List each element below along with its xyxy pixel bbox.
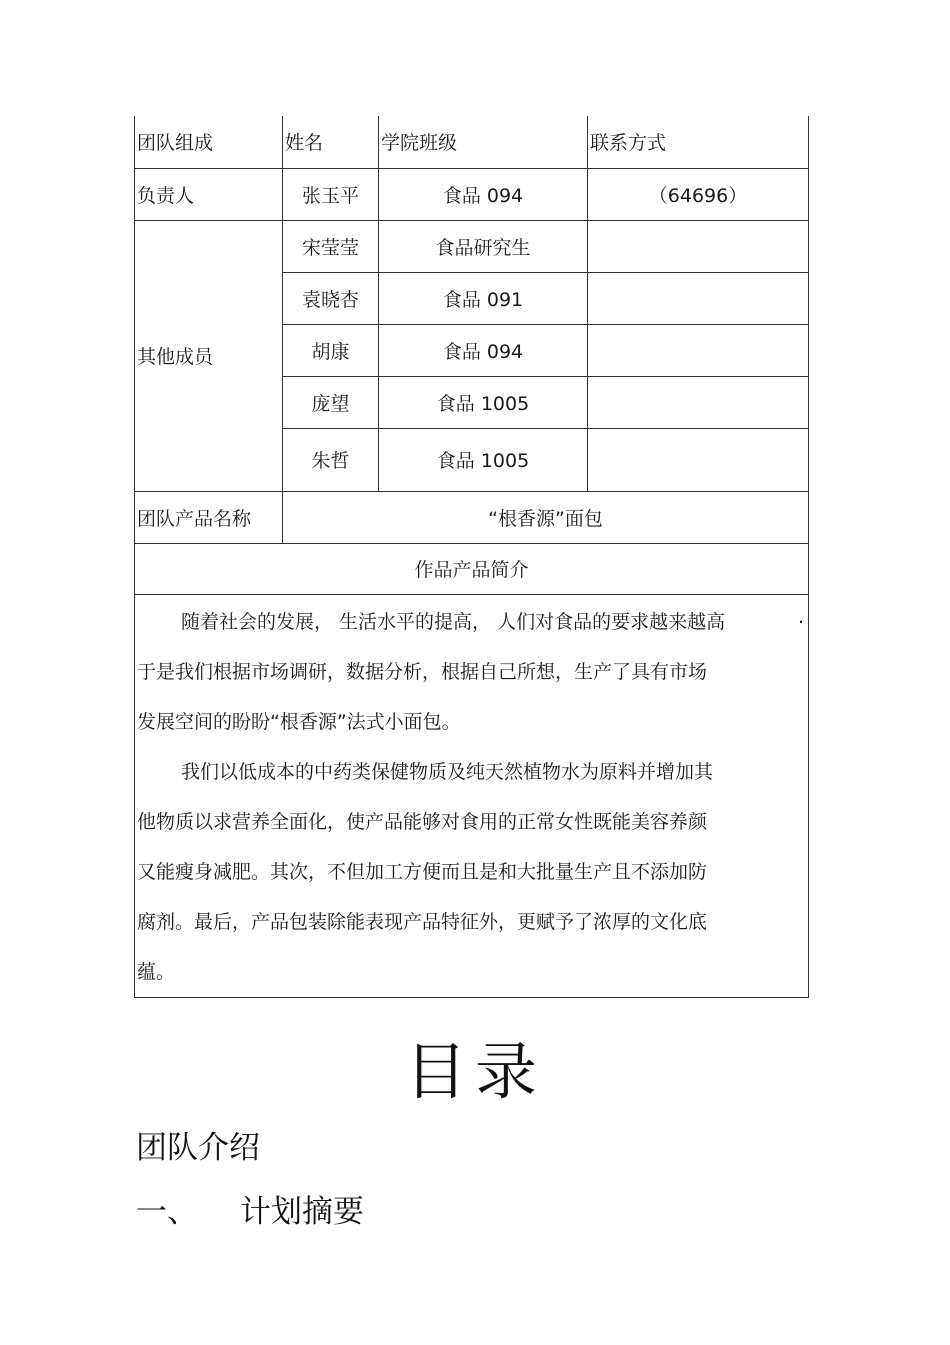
toc-title: 目录 [404,1035,545,1108]
intro-line: 蕴。 [137,960,176,983]
member-contact [588,376,809,428]
member-contact [588,428,809,491]
header-class: 学院班级 [379,116,588,168]
member-class: 食品 091 [379,272,588,324]
product-name-value: “根香源”面包 [283,491,809,543]
toc-item[interactable] [136,1122,260,1167]
member-class: 食品研究生 [379,220,588,272]
intro-line: 腐剂。最后，产品包装除能表现产品特征外，更赋予了浓厚的文化底 [137,910,708,933]
header-contact: 联系方式 [588,116,809,168]
intro-paragraph-2 [135,747,808,997]
member-name: 胡康 [283,324,379,376]
header-team-composition: 团队组成 [135,116,283,168]
member-row [135,220,809,272]
toc-item[interactable] [136,1186,364,1231]
leader-class: 食品 094 [379,168,588,220]
member-name: 庞望 [283,376,379,428]
header-name: 姓名 [283,116,379,168]
intro-body-row [135,594,809,997]
intro-body-cell [135,594,809,997]
member-class: 食品 1005 [379,428,588,491]
intro-header-row [135,543,809,594]
member-class: 食品 094 [379,324,588,376]
toc-item-label: 计划摘要 [240,1194,364,1230]
leader-row [135,168,809,220]
member-contact [588,324,809,376]
product-name-label: 团队产品名称 [135,491,283,543]
product-name-row [135,491,809,543]
member-contact [588,272,809,324]
team-info-table [134,116,809,998]
leader-contact: （64696） [588,168,809,220]
member-name: 朱哲 [283,428,379,491]
toc-item-label: 团队介绍 [136,1130,260,1166]
intro-paragraph-1 [135,597,808,747]
leader-role-label: 负责人 [135,168,283,220]
intro-line: 随着社会的发展， 生活水平的提高， 人们对食品的要求越来越高 [181,610,726,633]
table-header-row [135,116,809,168]
intro-line: 发展空间的盼盼“根香源”法式小面包。 [137,710,461,733]
intro-line: 我们以低成本的中药类保健物质及纯天然植物水为原料并增加其 [181,760,714,783]
intro-header: 作品产品简介 [135,543,809,594]
intro-line: 于是我们根据市场调研，数据分析，根据自己所想，生产了具有市场 [137,660,708,683]
intro-line: 他物质以求营养全面化，使产品能够对食用的正常女性既能美容养颜 [137,810,708,833]
member-class: 食品 1005 [379,376,588,428]
member-contact [588,220,809,272]
leader-name: 张玉平 [283,168,379,220]
other-members-label: 其他成员 [135,220,283,491]
member-name: 袁晓杏 [283,272,379,324]
stray-period: . [798,606,805,628]
intro-line: 又能瘦身减肥。其次，不但加工方便而且是和大批量生产且不添加防 [137,860,708,883]
member-name: 宋莹莹 [283,220,379,272]
toc-item-number: 一、 [136,1194,198,1230]
product-intro-text [135,595,808,997]
